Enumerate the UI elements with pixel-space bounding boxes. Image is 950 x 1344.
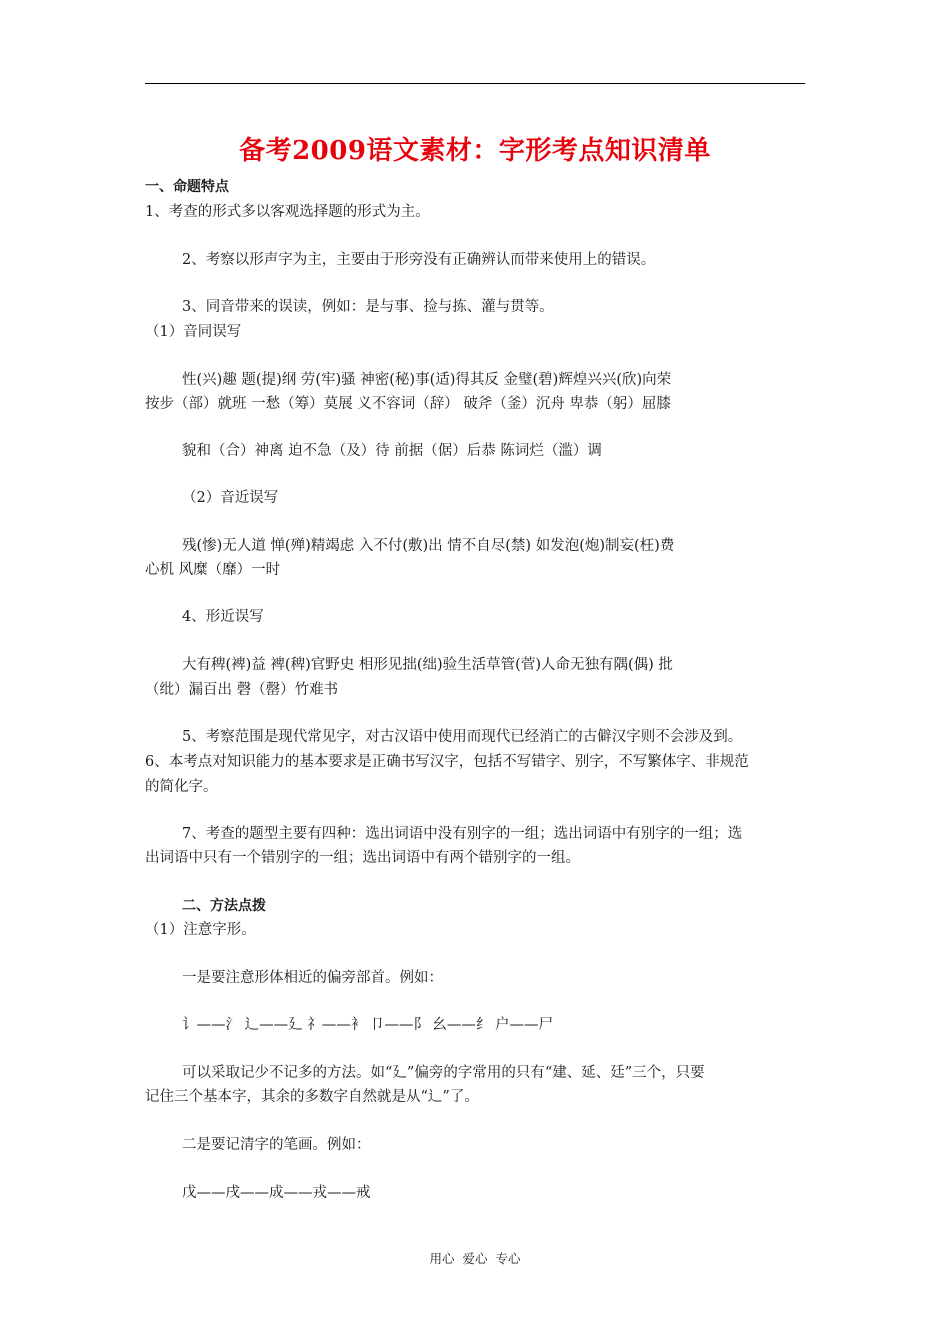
header-rule: [145, 83, 805, 84]
paragraph-7-cont: 出词语中只有一个错别字的一组；选出词语中有两个错别字的一组。: [145, 850, 580, 866]
section-heading-methods: 二、方法点拨: [182, 898, 266, 914]
subheading-similar-sound: （2）音近误写: [182, 490, 279, 506]
example-line: 大有稗(裨)益 裨(稗)官野史 相形见拙(绌)验生活草管(菅)人命无独有隅(偶) 批: [182, 657, 673, 673]
example-line: （纰）漏百出 磬（罄）竹难书: [145, 682, 339, 698]
page-footer: 用心 爱心 专心: [429, 1251, 521, 1266]
stroke-examples: 戊——戌——成——戎——戒: [182, 1185, 371, 1201]
method-1: （1）注意字形。: [145, 922, 256, 938]
example-line: 心机 风糜（靡）一时: [145, 562, 281, 578]
method-2: 二是要记清字的笔画。例如：: [182, 1137, 371, 1153]
method-1-a: 一是要注意形体相近的偏旁部首。例如：: [182, 970, 443, 986]
example-line: 残(惨)无人道 惮(殚)精竭虑 入不付(敷)出 情不自尽(禁) 如发泡(炮)制妄(枉)费: [182, 538, 675, 554]
paragraph-4: 4、形近误写: [182, 609, 264, 625]
paragraph-1: 1、考查的形式多以客观选择题的形式为主。: [145, 204, 430, 220]
method-1-b-cont: 记住三个基本字，其余的多数字自然就是从“辶”了。: [145, 1089, 479, 1105]
example-line: 貌和（合）神离 迫不急（及）待 前据（倨）后恭 陈词烂（滥）调: [182, 443, 602, 459]
subheading-same-sound: （1）音同误写: [145, 324, 242, 340]
page-title: 备考2009语文素材：字形考点知识清单: [239, 136, 711, 166]
radical-examples: 讠——氵 辶——廴 礻——衤 卩——阝 幺——纟 户——尸: [182, 1017, 554, 1033]
example-line: 性(兴)趣 题(提)纲 劳(牢)骚 神密(秘)事(适)得其反 金璧(碧)辉煌兴兴(欣)向荣: [182, 372, 672, 388]
section-heading-features: 一、命题特点: [145, 179, 229, 195]
paragraph-7: 7、考查的题型主要有四种：选出词语中没有别字的一组；选出词语中有别字的一组；选: [182, 826, 743, 842]
paragraph-6: 6、本考点对知识能力的基本要求是正确书写汉字，包括不写错字、别字，不写繁体字、非规范: [145, 754, 749, 770]
example-line: 按步（部）就班 一愁（筹）莫展 义不容词（辞） 破斧（釜）沉舟 卑恭（躬）屈膝: [145, 396, 671, 412]
paragraph-5: 5、考察范围是现代常见字，对古汉语中使用而现代已经消亡的古僻汉字则不会涉及到。: [182, 729, 743, 745]
paragraph-2: 2、考察以形声字为主，主要由于形旁没有正确辨认而带来使用上的错误。: [182, 252, 656, 268]
paragraph-3: 3、同音带来的误读，例如：是与事、捡与拣、灌与贯等。: [182, 299, 554, 315]
method-1-b: 可以采取记少不记多的方法。如“廴”偏旁的字常用的只有“建、延、廷”三个，只要: [182, 1065, 705, 1081]
paragraph-6-cont: 的简化字。: [145, 779, 218, 795]
